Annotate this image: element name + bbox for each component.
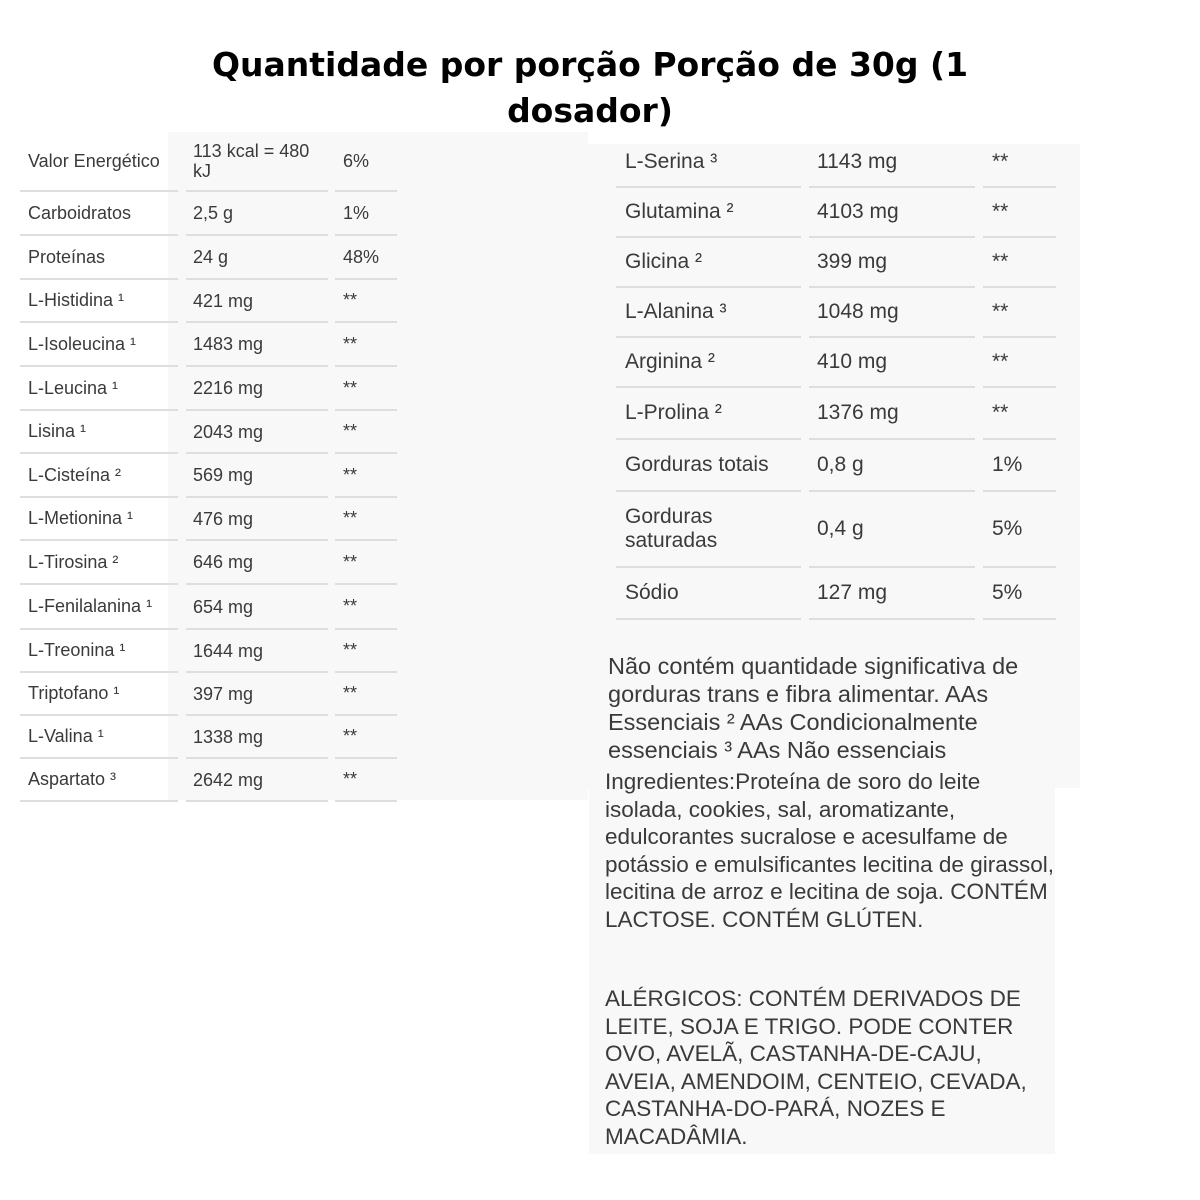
nutrient-daily-value: **	[983, 288, 1056, 338]
nutrient-amount: 4103 mg	[809, 188, 975, 238]
nutrient-daily-value: 5%	[983, 492, 1056, 568]
nutrient-name: Valor Energético	[20, 132, 178, 192]
nutrient-amount: 1338 mg	[186, 716, 328, 759]
nutrient-amount: 0,8 g	[809, 440, 975, 492]
nutrient-amount: 1143 mg	[809, 138, 975, 188]
nutrient-name: L-Alanina ³	[616, 288, 801, 338]
nutrient-amount: 2216 mg	[186, 367, 328, 411]
nutrition-row	[20, 498, 568, 541]
nutrient-amount: 1376 mg	[809, 388, 975, 440]
nutrient-daily-value: **	[335, 541, 397, 585]
nutrient-daily-value: 5%	[983, 568, 1056, 620]
nutrition-row	[20, 716, 568, 759]
allergens-text: ALÉRGICOS: CONTÉM DERIVADOS DE LEITE, SOJA E TRIGO. PODE CONTER OVO, AVELÃ, CASTANHA-DE-CAJU, AVEIA, AMENDOIM, CENTEIO, CEVADA, CASTANHA-DO-PARÁ, NOZES E MACADÂMIA.	[605, 986, 1027, 1149]
nutrient-amount: 397 mg	[186, 673, 328, 716]
nutrient-amount: 410 mg	[809, 338, 975, 388]
nutrient-amount: 24 g	[186, 236, 328, 280]
nutrient-amount: 1048 mg	[809, 288, 975, 338]
nutrient-daily-value: **	[983, 338, 1056, 388]
nutrient-daily-value: 48%	[335, 236, 397, 280]
nutrition-row	[616, 388, 1056, 440]
nutrient-name: Gorduras saturadas	[616, 492, 801, 568]
nutrition-row	[616, 440, 1056, 492]
nutrition-row	[20, 541, 568, 585]
nutrient-name: L-Cisteína ²	[20, 454, 178, 498]
nutrition-row	[20, 280, 568, 323]
nutrition-row	[20, 454, 568, 498]
nutrient-name: Arginina ²	[616, 338, 801, 388]
nutrition-row	[616, 338, 1056, 388]
nutrient-amount: 1483 mg	[186, 323, 328, 367]
nutrient-name: Sódio	[616, 568, 801, 620]
nutrition-row	[20, 759, 568, 802]
nutrient-amount: 399 mg	[809, 238, 975, 288]
nutrient-daily-value: **	[335, 367, 397, 411]
nutrient-daily-value: **	[983, 188, 1056, 238]
nutrient-daily-value: **	[335, 498, 397, 541]
nutrient-name: Glicina ²	[616, 238, 801, 288]
nutrient-name: Proteínas	[20, 236, 178, 280]
nutrient-name: L-Prolina ²	[616, 388, 801, 440]
nutrition-row	[616, 568, 1056, 620]
nutrient-daily-value: **	[335, 454, 397, 498]
nutrition-row	[616, 288, 1056, 338]
nutrient-daily-value: 1%	[983, 440, 1056, 492]
nutrient-amount: 2043 mg	[186, 411, 328, 454]
nutrient-daily-value: **	[335, 411, 397, 454]
nutrient-daily-value: **	[335, 630, 397, 673]
nutrient-daily-value: **	[983, 238, 1056, 288]
nutrition-row	[20, 236, 568, 280]
nutrient-name: L-Tirosina ²	[20, 541, 178, 585]
nutrient-amount: 569 mg	[186, 454, 328, 498]
nutrient-amount: 127 mg	[809, 568, 975, 620]
nutrient-amount: 2,5 g	[186, 192, 328, 236]
nutrient-name: L-Metionina ¹	[20, 498, 178, 541]
nutrition-row	[616, 188, 1056, 238]
nutrition-row	[20, 630, 568, 673]
nutrient-daily-value: **	[335, 323, 397, 367]
nutrient-name: Gorduras totais	[616, 440, 801, 492]
nutrient-amount: 476 mg	[186, 498, 328, 541]
nutrient-daily-value: **	[335, 759, 397, 802]
nutrient-amount: 646 mg	[186, 541, 328, 585]
nutrient-amount: 0,4 g	[809, 492, 975, 568]
nutrient-name: L-Serina ³	[616, 138, 801, 188]
nutrient-amount: 421 mg	[186, 280, 328, 323]
nutrient-name: L-Isoleucina ¹	[20, 323, 178, 367]
nutrition-row	[616, 492, 1056, 568]
nutrient-daily-value: 6%	[335, 132, 397, 192]
page-title: Quantidade por porção Porção de 30g (1 dosador)	[211, 45, 969, 130]
nutrient-name: L-Valina ¹	[20, 716, 178, 759]
nutrient-amount: 113 kcal = 480 kJ	[186, 132, 328, 192]
nutrient-amount: 1644 mg	[186, 630, 328, 673]
nutrient-amount: 2642 mg	[186, 759, 328, 802]
footnote-text: Não contém quantidade significativa de gorduras trans e fibra alimentar. AAs Essenciais ² AAs Condicionalmente essenciais ³ AAs Não essenciais	[608, 653, 1019, 763]
nutrient-name: L-Fenilalanina ¹	[20, 585, 178, 630]
nutrition-row	[20, 132, 568, 192]
nutrition-row	[20, 673, 568, 716]
nutrient-name: Triptofano ¹	[20, 673, 178, 716]
nutrient-daily-value: 1%	[335, 192, 397, 236]
nutrition-row	[616, 238, 1056, 288]
nutrient-daily-value: **	[335, 673, 397, 716]
nutrient-daily-value: **	[983, 388, 1056, 440]
nutrient-name: Aspartato ³	[20, 759, 178, 802]
nutrient-name: L-Leucina ¹	[20, 367, 178, 411]
nutrient-name: L-Histidina ¹	[20, 280, 178, 323]
nutrition-row	[20, 367, 568, 411]
nutrient-daily-value: **	[335, 716, 397, 759]
nutrition-row	[20, 585, 568, 630]
nutrition-row	[20, 323, 568, 367]
nutrition-row	[20, 192, 568, 236]
nutrient-daily-value: **	[983, 138, 1056, 188]
nutrient-name: L-Treonina ¹	[20, 630, 178, 673]
ingredients-text: Ingredientes:Proteína de soro do leite isolada, cookies, sal, aromatizante, edulcorantes sucralose e acesulfame de potássio e emulsificantes lecitina de girassol, lecitina de arroz e lecitina de soja. CONTÉM LACTOSE. CONTÉM GLÚTEN.	[605, 769, 1054, 932]
nutrient-name: Glutamina ²	[616, 188, 801, 238]
nutrition-row	[616, 138, 1056, 188]
nutrition-row	[20, 411, 568, 454]
nutrient-daily-value: **	[335, 585, 397, 630]
nutrient-amount: 654 mg	[186, 585, 328, 630]
nutrient-name: Lisina ¹	[20, 411, 178, 454]
nutrient-name: Carboidratos	[20, 192, 178, 236]
nutrient-daily-value: **	[335, 280, 397, 323]
